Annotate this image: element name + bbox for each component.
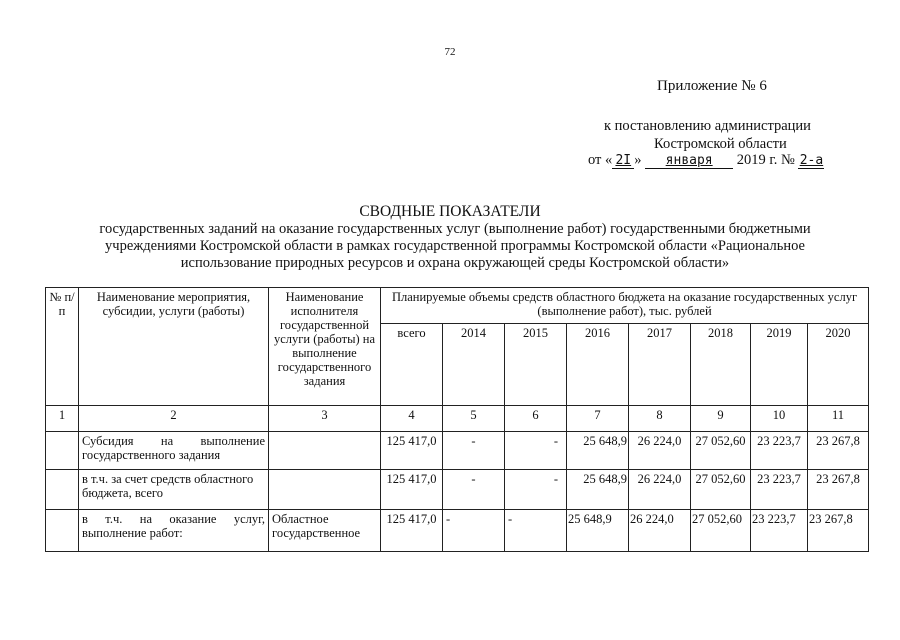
value-total: 125 417,0 <box>381 432 443 470</box>
value-2020: 23 267,8 <box>808 470 869 510</box>
column-number: 4 <box>381 406 443 432</box>
value-2017: 26 224,0 <box>629 510 691 552</box>
page-number: 72 <box>444 46 456 58</box>
header-year-2018: 2018 <box>691 324 751 406</box>
header-name: Наименование мероприятия, субсидии, услуги (работы) <box>79 288 269 406</box>
table-row <box>46 510 869 552</box>
column-number: 8 <box>629 406 691 432</box>
decree-date-mid: » <box>634 152 642 168</box>
header-year-total: всего <box>381 324 443 406</box>
document-title: СВОДНЫЕ ПОКАЗАТЕЛИ <box>359 203 541 220</box>
value-2014: - <box>443 510 505 552</box>
decree-day-handwritten: 2I <box>612 153 634 169</box>
column-number: 1 <box>46 406 79 432</box>
column-number: 11 <box>808 406 869 432</box>
row-name: в т.ч. за счет средств областного бюджета, всего <box>79 470 269 510</box>
value-2014: - <box>443 470 505 510</box>
value-2017: 26 224,0 <box>629 432 691 470</box>
table-row <box>46 432 869 470</box>
decree-year-text: 2019 г. № <box>736 152 795 168</box>
decree-month-handwritten: января <box>645 153 733 169</box>
decree-date-line <box>588 152 824 169</box>
column-number: 6 <box>505 406 567 432</box>
value-2015: - <box>505 510 567 552</box>
header-year-2016: 2016 <box>567 324 629 406</box>
value-total: 125 417,0 <box>381 470 443 510</box>
column-number-row <box>46 406 869 432</box>
value-2018: 27 052,60 <box>691 432 751 470</box>
value-2018: 27 052,60 <box>691 510 751 552</box>
column-number: 5 <box>443 406 505 432</box>
row-name: Субсидия на выполнение государственного задания <box>79 432 269 470</box>
value-2014: - <box>443 432 505 470</box>
column-number: 7 <box>567 406 629 432</box>
decree-number-handwritten: 2-а <box>799 153 824 168</box>
value-2015: - <box>505 432 567 470</box>
appendix-label: Приложение № 6 <box>657 78 767 94</box>
value-2016: 25 648,9 <box>567 470 629 510</box>
column-number: 2 <box>79 406 269 432</box>
header-planned: Планируемые объемы средств областного бюджета на оказание государственных услуг (выполнение работ), тыс. рублей <box>381 288 869 324</box>
value-2019: 23 223,7 <box>751 510 808 552</box>
decree-date-prefix: от « <box>588 152 613 168</box>
value-2019: 23 223,7 <box>751 470 808 510</box>
value-2019: 23 223,7 <box>751 432 808 470</box>
column-number: 10 <box>751 406 808 432</box>
value-2020: 23 267,8 <box>808 432 869 470</box>
header-row-1 <box>46 288 869 324</box>
value-2016: 25 648,9 <box>567 510 629 552</box>
value-2017: 26 224,0 <box>629 470 691 510</box>
column-number: 9 <box>691 406 751 432</box>
row-executor: Областное государственное <box>269 510 381 552</box>
value-2020: 23 267,8 <box>808 510 869 552</box>
document-subtitle: государственных заданий на оказание государственных услуг (выполнение работ) государственными бюджетными учреждениями Костромской области в рамках государственной программы Костромской области «Рациональное использование природных ресурсов и охрана окружающей среды Костромской области» <box>99 221 811 271</box>
row-executor <box>269 432 381 470</box>
value-2016: 25 648,9 <box>567 432 629 470</box>
value-total: 125 417,0 <box>381 510 443 552</box>
column-number: 3 <box>269 406 381 432</box>
header-executor: Наименование исполнителя государственной услуги (работы) на выполнение государственного задания <box>269 288 381 406</box>
decree-line-2: Костромской области <box>654 136 787 152</box>
header-num: № п/п <box>46 288 79 406</box>
header-year-2014: 2014 <box>443 324 505 406</box>
decree-line-1: к постановлению администрации <box>604 118 811 134</box>
row-num <box>46 510 79 552</box>
value-2015: - <box>505 470 567 510</box>
header-year-2020: 2020 <box>808 324 869 406</box>
row-name: в т.ч. на оказание услуг, выполнение работ: <box>79 510 269 552</box>
table-row <box>46 470 869 510</box>
row-executor <box>269 470 381 510</box>
header-year-2017: 2017 <box>629 324 691 406</box>
header-year-2015: 2015 <box>505 324 567 406</box>
value-2018: 27 052,60 <box>691 470 751 510</box>
row-num <box>46 470 79 510</box>
header-year-2019: 2019 <box>751 324 808 406</box>
indicators-table <box>45 287 869 552</box>
row-num <box>46 432 79 470</box>
